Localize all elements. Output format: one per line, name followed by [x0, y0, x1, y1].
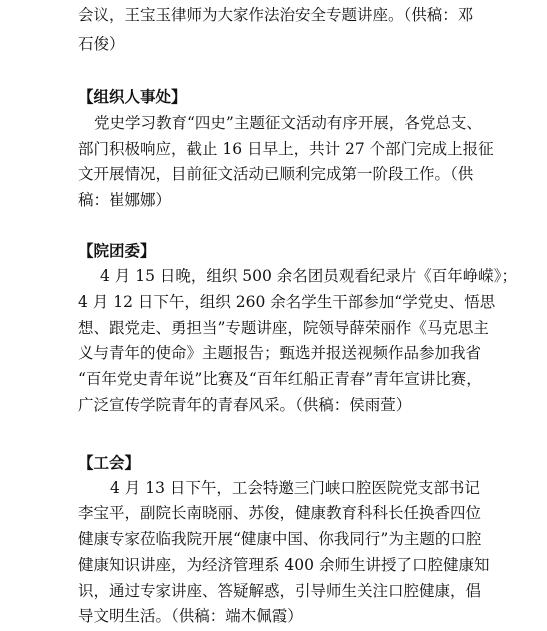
text-line: 文开展情况，目前征文活动已顺利完成第一阶段工作。（供 [78, 165, 474, 183]
section-heading-personnel: 【组织人事处】 [78, 88, 187, 106]
text-line: 想、跟党走、勇担当”专题讲座，院领导薛荣丽作《马克思主 [78, 319, 489, 337]
text-line: 健康知识讲座，为经济管理系 400 余师生讲授了口腔健康知 [78, 556, 490, 574]
text-line: 4 月 12 日下午，组织 260 余名学生干部参加“学党史、悟思 [78, 293, 496, 311]
text-line: 党史学习教育“四史”主题征文活动有序开展，各党总支、 [94, 114, 482, 132]
text-line: 石俊） [78, 35, 125, 53]
text-line: 4 月 13 日下午，工会特邀三门峡口腔医院党支部书记 [110, 479, 480, 497]
text-line: 部门积极响应，截止 16 日早上，共计 27 个部门完成上报征 [78, 140, 494, 158]
section-heading-union: 【工会】 [78, 454, 141, 472]
text-line: 健康专家莅临我院开展“健康中国、你我同行”为主题的口腔 [78, 530, 482, 548]
text-line: 导文明生活。（供稿：端木佩霞） [78, 607, 303, 625]
text-line: 识，通过专家讲座、答疑解惑，引导师生关注口腔健康，倡 [78, 582, 482, 600]
text-line: 4 月 15 日晚，组织 500 余名团员观看纪录片《百年峥嵘》； [100, 267, 518, 285]
section-heading-youth-league: 【院团委】 [78, 242, 156, 260]
text-line: 义与青年的使命》主题报告；甄选并报送视频作品参加我省 [78, 344, 482, 362]
text-line: 稿：崔娜娜） [78, 191, 172, 209]
text-line: 会议，王宝玉律师为大家作法治安全专题讲座。（供稿：邓 [78, 6, 474, 24]
text-line: 广泛宣传学院青年的青春风采。（供稿：侯雨萱） [78, 396, 412, 414]
text-line: “百年党史青年说”比赛及“百年红船正青春”青年宣讲比赛， [78, 370, 482, 388]
text-line: 李宝平，副院长南晓丽、苏俊，健康教育科科长任换香四位 [78, 504, 482, 522]
